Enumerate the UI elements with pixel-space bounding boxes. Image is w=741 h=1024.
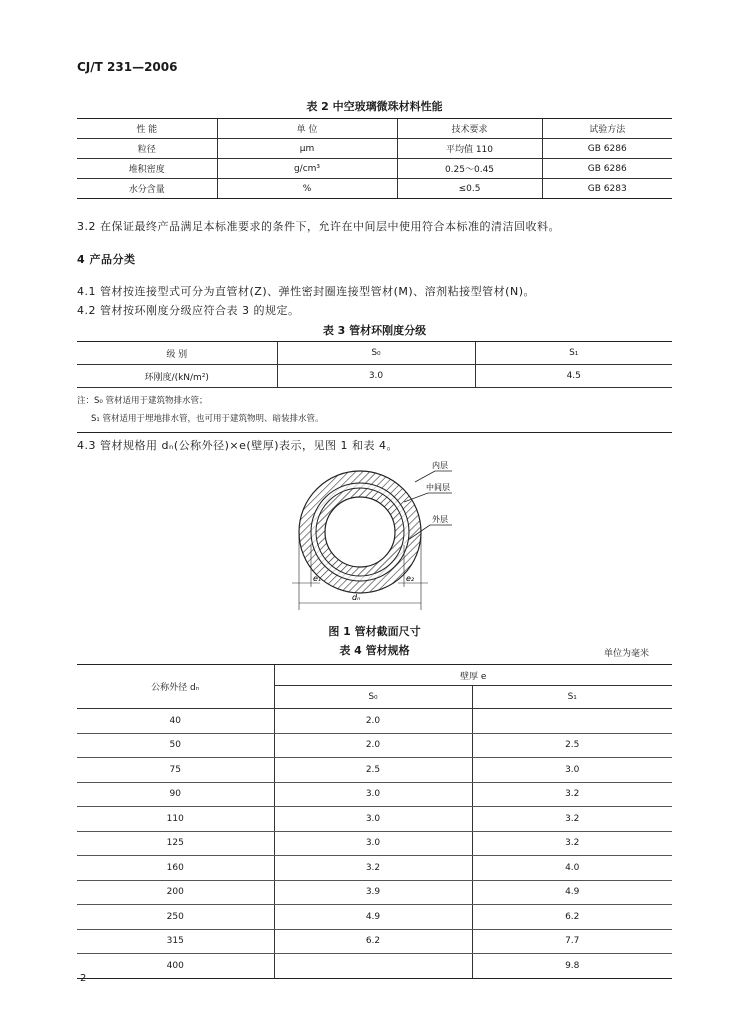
table-cell: 3.2 xyxy=(472,807,672,832)
table2-caption: 表 2 中空玻璃微珠材料性能 xyxy=(306,100,443,113)
table-cell: GB 6286 xyxy=(542,139,672,159)
table2 xyxy=(77,118,672,199)
table-cell: 3.9 xyxy=(274,880,472,905)
table-cell: 平均值 110 xyxy=(397,139,542,159)
table4-caption: 表 4 管材规格 xyxy=(339,644,410,657)
table-row xyxy=(77,709,672,734)
table3-header-cell: 级 别 xyxy=(77,342,277,365)
table-cell: 2.5 xyxy=(472,733,672,758)
document-code: CJ/T 231—2006 xyxy=(77,60,178,74)
table-cell: 0.25～0.45 xyxy=(397,159,542,179)
table2-header-cell: 试验方法 xyxy=(542,119,672,139)
label-e1: e₁ xyxy=(313,574,322,583)
table-cell: 3.2 xyxy=(472,782,672,807)
table-cell: 6.2 xyxy=(472,905,672,930)
table-cell: 315 xyxy=(77,929,274,954)
table-row xyxy=(77,733,672,758)
label-e2: e₂ xyxy=(406,574,415,583)
table-cell: 75 xyxy=(77,758,274,783)
table-cell: 200 xyxy=(77,880,274,905)
table-cell: 250 xyxy=(77,905,274,930)
pipe-bore xyxy=(325,497,395,567)
table3-note-line-1: 注：S₀ 管材适用于建筑物排水管； xyxy=(77,396,208,406)
table-cell: 3.0 xyxy=(277,365,475,388)
table-cell: 4.9 xyxy=(274,905,472,930)
table3 xyxy=(77,341,672,433)
table-cell xyxy=(274,954,472,979)
table-cell: 4.0 xyxy=(472,856,672,881)
table-cell xyxy=(472,709,672,734)
table4-header-wall: 壁厚 e xyxy=(274,665,672,686)
table-row xyxy=(77,365,672,388)
table-row xyxy=(77,905,672,930)
table-row xyxy=(77,856,672,881)
table-row xyxy=(77,758,672,783)
table3-header-cell: S₀ xyxy=(277,342,475,365)
table-cell: GB 6286 xyxy=(542,159,672,179)
table4-header-row xyxy=(77,665,672,686)
table-cell: 90 xyxy=(77,782,274,807)
table3-note xyxy=(77,388,672,433)
label-inner-layer: 内层 xyxy=(432,461,448,470)
table-row xyxy=(77,954,672,979)
table-cell: 6.2 xyxy=(274,929,472,954)
table-cell: 3.0 xyxy=(472,758,672,783)
table2-header-cell: 技术要求 xyxy=(397,119,542,139)
table-row xyxy=(77,831,672,856)
table4-header-s1: S₁ xyxy=(472,686,672,709)
table-row xyxy=(77,880,672,905)
table-cell: 3.0 xyxy=(274,831,472,856)
label-middle-layer: 中间层 xyxy=(426,483,450,492)
table-cell: 4.5 xyxy=(475,365,672,388)
table-cell: 40 xyxy=(77,709,274,734)
table4-header-s0: S₀ xyxy=(274,686,472,709)
table-cell: 环刚度/(kN/m²) xyxy=(77,365,277,388)
table2-header-cell: 性 能 xyxy=(77,119,217,139)
table3-note-line-2: S₁ 管材适用于埋地排水管，也可用于建筑物明、暗装排水管。 xyxy=(91,414,324,424)
table-cell: % xyxy=(217,179,397,199)
table-cell: 2.0 xyxy=(274,709,472,734)
table4-header-dn: 公称外径 dₙ xyxy=(77,665,274,709)
table-cell: 水分含量 xyxy=(77,179,217,199)
table-cell: 粒径 xyxy=(77,139,217,159)
section-4-title: 4 产品分类 xyxy=(77,253,136,266)
table3-header-row xyxy=(77,342,672,365)
table-row xyxy=(77,159,672,179)
table-cell: 110 xyxy=(77,807,274,832)
table-cell: 50 xyxy=(77,733,274,758)
table-cell: 9.8 xyxy=(472,954,672,979)
table4-unit: 单位为毫米 xyxy=(604,649,650,659)
table-row xyxy=(77,179,672,199)
table-row xyxy=(77,807,672,832)
table-row xyxy=(77,929,672,954)
table-cell: 3.0 xyxy=(274,782,472,807)
table-cell: 3.0 xyxy=(274,807,472,832)
paragraph-4-2: 4.2 管材按环刚度分级应符合表 3 的规定。 xyxy=(77,304,300,317)
table-cell: 160 xyxy=(77,856,274,881)
table-cell: 400 xyxy=(77,954,274,979)
table3-caption: 表 3 管材环刚度分级 xyxy=(322,324,427,337)
paragraph-4-3: 4.3 管材规格用 dₙ(公称外径)×e(壁厚)表示，见图 1 和表 4。 xyxy=(77,439,398,452)
table-cell: 2.0 xyxy=(274,733,472,758)
paragraph-3-2: 3.2 在保证最终产品满足本标准要求的条件下，允许在中间层中使用符合本标准的清洁回收料。 xyxy=(77,220,560,233)
table-cell: 3.2 xyxy=(472,831,672,856)
pipe-cross-section-figure xyxy=(280,455,480,620)
table-cell: 2.5 xyxy=(274,758,472,783)
table-cell: μm xyxy=(217,139,397,159)
table-cell: ≤0.5 xyxy=(397,179,542,199)
table-row xyxy=(77,139,672,159)
table-cell: 3.2 xyxy=(274,856,472,881)
table3-note-row xyxy=(77,388,672,433)
paragraph-4-1: 4.1 管材按连接型式可分为直管材(Z)、弹性密封圈连接型管材(M)、溶剂粘接型管材(N)。 xyxy=(77,285,535,298)
table3-header-cell: S₁ xyxy=(475,342,672,365)
table4 xyxy=(77,664,672,979)
table-cell: 4.9 xyxy=(472,880,672,905)
table-cell: 125 xyxy=(77,831,274,856)
label-dn: dₙ xyxy=(352,593,361,602)
table2-header-cell: 单 位 xyxy=(217,119,397,139)
table-cell: g/cm³ xyxy=(217,159,397,179)
table-row xyxy=(77,782,672,807)
table2-header-row xyxy=(77,119,672,139)
table-cell: 7.7 xyxy=(472,929,672,954)
page-number: 2 xyxy=(80,973,87,984)
table-cell: GB 6283 xyxy=(542,179,672,199)
label-outer-layer: 外层 xyxy=(432,515,448,524)
table-cell: 堆积密度 xyxy=(77,159,217,179)
figure1-caption: 图 1 管材截面尺寸 xyxy=(328,625,421,638)
